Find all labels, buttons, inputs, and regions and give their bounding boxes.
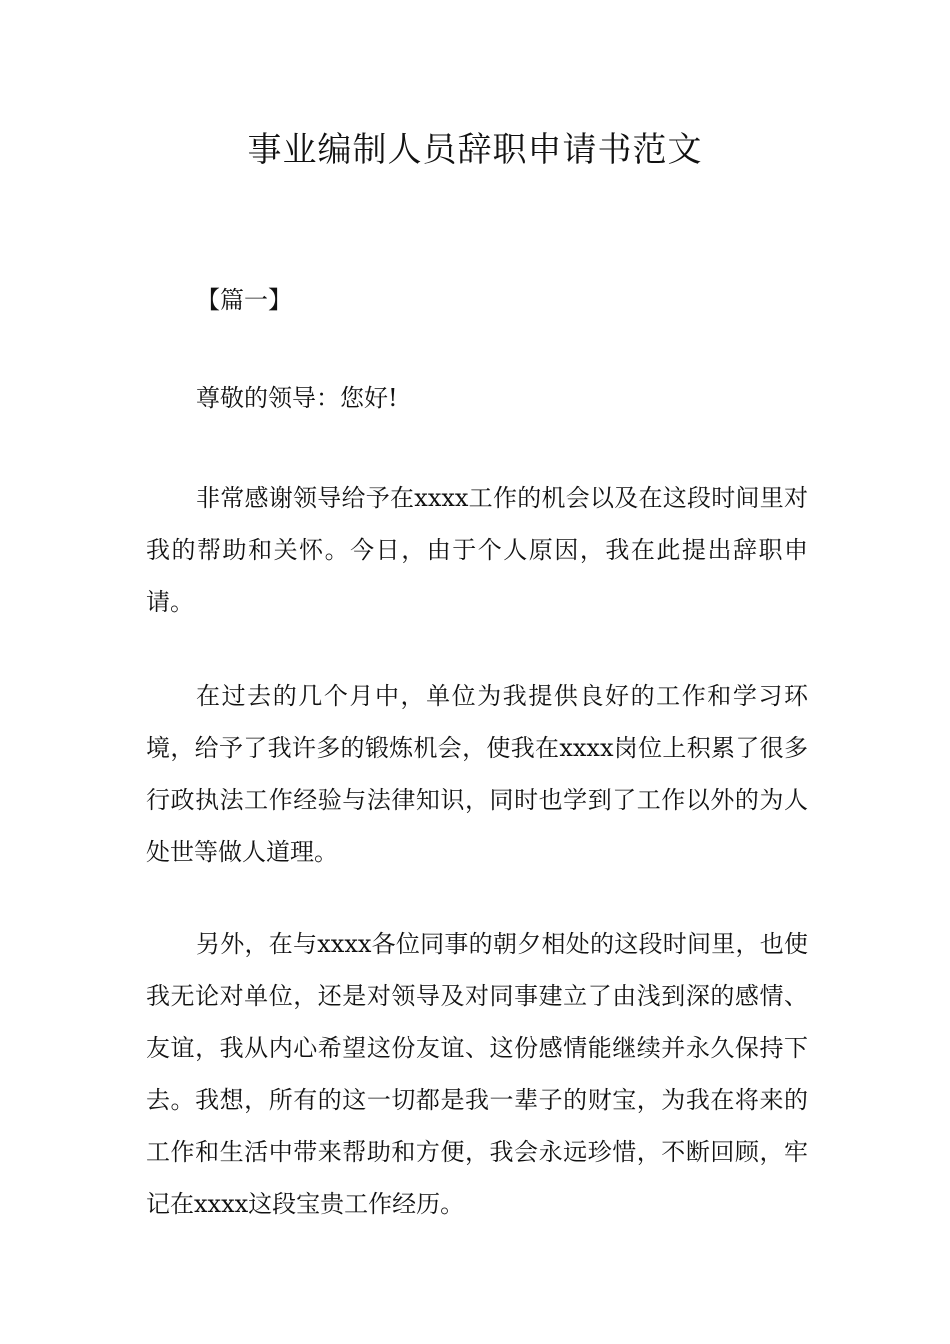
- section-label: 【篇一】: [196, 286, 292, 314]
- salutation: 尊敬的领导：您好!: [196, 384, 398, 412]
- page-title: 事业编制人员辞职申请书范文: [247, 130, 703, 170]
- body-paragraph-3: 另外，在与xxxx各位同事的朝夕相处的这段时间里，也使我无论对单位，还是对领导及对同事建立了由浅到深的感情、友谊，我从内心希望这份友谊、这份感情能继续并永久保持下去。我想，所有的这一切都是我一辈子的财宝，为我在将来的工作和生活中带来帮助和方便，我会永远珍惜，不断回顾，牢记在xxxx这段宝贵工作经历。: [146, 930, 808, 1218]
- body-paragraph-1: 非常感谢领导给予在xxxx工作的机会以及在这段时间里对我的帮助和关怀。今日，由于个人原因，我在此提出辞职申请。: [146, 484, 808, 616]
- body-paragraph-2: 在过去的几个月中，单位为我提供良好的工作和学习环境，给予了我许多的锻炼机会，使我在xxxx岗位上积累了很多行政执法工作经验与法律知识，同时也学到了工作以外的为人处世等做人道理。: [146, 682, 808, 866]
